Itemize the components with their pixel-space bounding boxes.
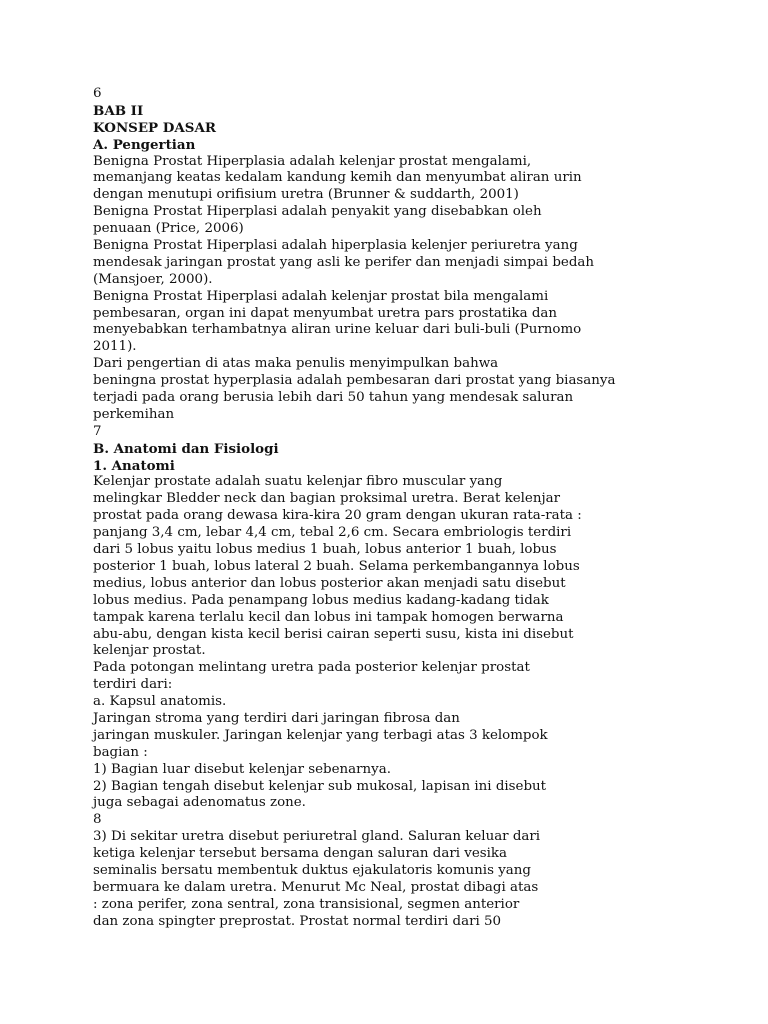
text-line: posterior 1 buah, lobus lateral 2 buah. Selama perkembangannya lobus bbox=[93, 558, 580, 574]
text-line: dengan menutupi orifisium uretra (Brunner & suddarth, 2001) bbox=[93, 187, 519, 203]
text-line: juga sebagai adenomatus zone. bbox=[93, 795, 306, 811]
text-line: panjang 3,4 cm, lebar 4,4 cm, tebal 2,6 cm. Secara embriologis terdiri bbox=[93, 525, 572, 541]
section-heading: KONSEP DASAR bbox=[93, 119, 216, 136]
text-line: Dari pengertian di atas maka penulis menyimpulkan bahwa bbox=[93, 356, 499, 372]
text-line: dari 5 lobus yaitu lobus medius 1 buah, lobus anterior 1 buah, lobus bbox=[93, 542, 557, 558]
text-line: 6 bbox=[93, 86, 102, 101]
document-body bbox=[93, 86, 753, 931]
text-line: jaringan muskuler. Jaringan kelenjar yang terbagi atas 3 kelompok bbox=[93, 727, 548, 743]
text-line: Benigna Prostat Hiperplasi adalah penyakit yang disebabkan oleh bbox=[93, 204, 542, 220]
text-line: pembesaran, organ ini dapat menyumbat uretra pars prostatika dan bbox=[93, 305, 558, 321]
text-line: tampak karena terlalu kecil dan lobus ini tampak homogen berwarna bbox=[93, 609, 564, 625]
text-line: dan zona spingter preprostat. Prostat normal terdiri dari 50 bbox=[93, 913, 502, 929]
text-line: kelenjar prostat. bbox=[93, 643, 206, 659]
text-line: memanjang keatas kedalam kandung kemih dan menyumbat aliran urin bbox=[93, 170, 582, 186]
text-line: bermuara ke dalam uretra. Menurut Mc Neal, prostat dibagi atas bbox=[93, 879, 539, 895]
text-line: mendesak jaringan prostat yang asli ke perifer dan menjadi simpai bedah bbox=[93, 254, 594, 270]
text-line: 2) Bagian tengah disebut kelenjar sub mukosal, lapisan ini disebut bbox=[93, 778, 547, 794]
text-line: 3) Di sekitar uretra disebut periuretral gland. Saluran keluar dari bbox=[93, 829, 541, 845]
section-heading: 1. Anatomi bbox=[93, 457, 175, 474]
text-line: medius, lobus anterior dan lobus posterior akan menjadi satu disebut bbox=[93, 575, 566, 591]
text-line: Benigna Prostat Hiperplasi adalah hiperplasia kelenjer periuretra yang bbox=[93, 238, 578, 254]
text-line: 2011). bbox=[93, 339, 137, 355]
text-line: penuaan (Price, 2006) bbox=[93, 221, 244, 237]
text-line: Kelenjar prostate adalah suatu kelenjar fibro muscular yang bbox=[93, 474, 503, 490]
text-line: : zona perifer, zona sentral, zona transisional, segmen anterior bbox=[93, 896, 520, 912]
text-line: 8 bbox=[93, 812, 102, 828]
text-line: Benigna Prostat Hiperplasi adalah kelenjar prostat bila mengalami bbox=[93, 288, 549, 304]
text-line: beningna prostat hyperplasia adalah pembesaran dari prostat yang biasanya bbox=[93, 373, 616, 389]
text-line: 7 bbox=[93, 423, 102, 439]
text-line: abu-abu, dengan kista kecil berisi cairan seperti susu, kista ini disebut bbox=[93, 626, 574, 642]
text-line: a. Kapsul anatomis. bbox=[93, 694, 227, 710]
text-line: perkemihan bbox=[93, 406, 175, 422]
text-line: Benigna Prostat Hiperplasia adalah kelenjar prostat mengalami, bbox=[93, 153, 532, 169]
text-line: (Mansjoer, 2000). bbox=[93, 271, 213, 287]
section-heading: A. Pengertian bbox=[93, 136, 196, 153]
text-line: Pada potongan melintang uretra pada posterior kelenjar prostat bbox=[93, 660, 530, 676]
text-line: 1) Bagian luar disebut kelenjar sebenarnya. bbox=[93, 761, 391, 777]
text-line: seminalis bersatu membentuk duktus ejakulatoris komunis yang bbox=[93, 862, 531, 878]
text-line: prostat pada orang dewasa kira-kira 20 gram dengan ukuran rata-rata : bbox=[93, 508, 582, 524]
text-line: terjadi pada orang berusia lebih dari 50 tahun yang mendesak saluran bbox=[93, 390, 574, 406]
text-line: Jaringan stroma yang terdiri dari jaringan fibrosa dan bbox=[93, 710, 460, 726]
text-line: bagian : bbox=[93, 744, 148, 760]
text-line: lobus medius. Pada penampang lobus medius kadang-kadang tidak bbox=[93, 592, 549, 608]
text-line: melingkar Bledder neck dan bagian proksimal uretra. Berat kelenjar bbox=[93, 491, 560, 507]
text-line: menyebabkan terhambatnya aliran urine keluar dari buli-buli (Purnomo bbox=[93, 322, 582, 338]
text-line: terdiri dari: bbox=[93, 677, 173, 693]
text-line: ketiga kelenjar tersebut bersama dengan saluran dari vesika bbox=[93, 846, 508, 862]
section-heading: B. Anatomi dan Fisiologi bbox=[93, 440, 279, 457]
section-heading: BAB II bbox=[93, 102, 144, 119]
